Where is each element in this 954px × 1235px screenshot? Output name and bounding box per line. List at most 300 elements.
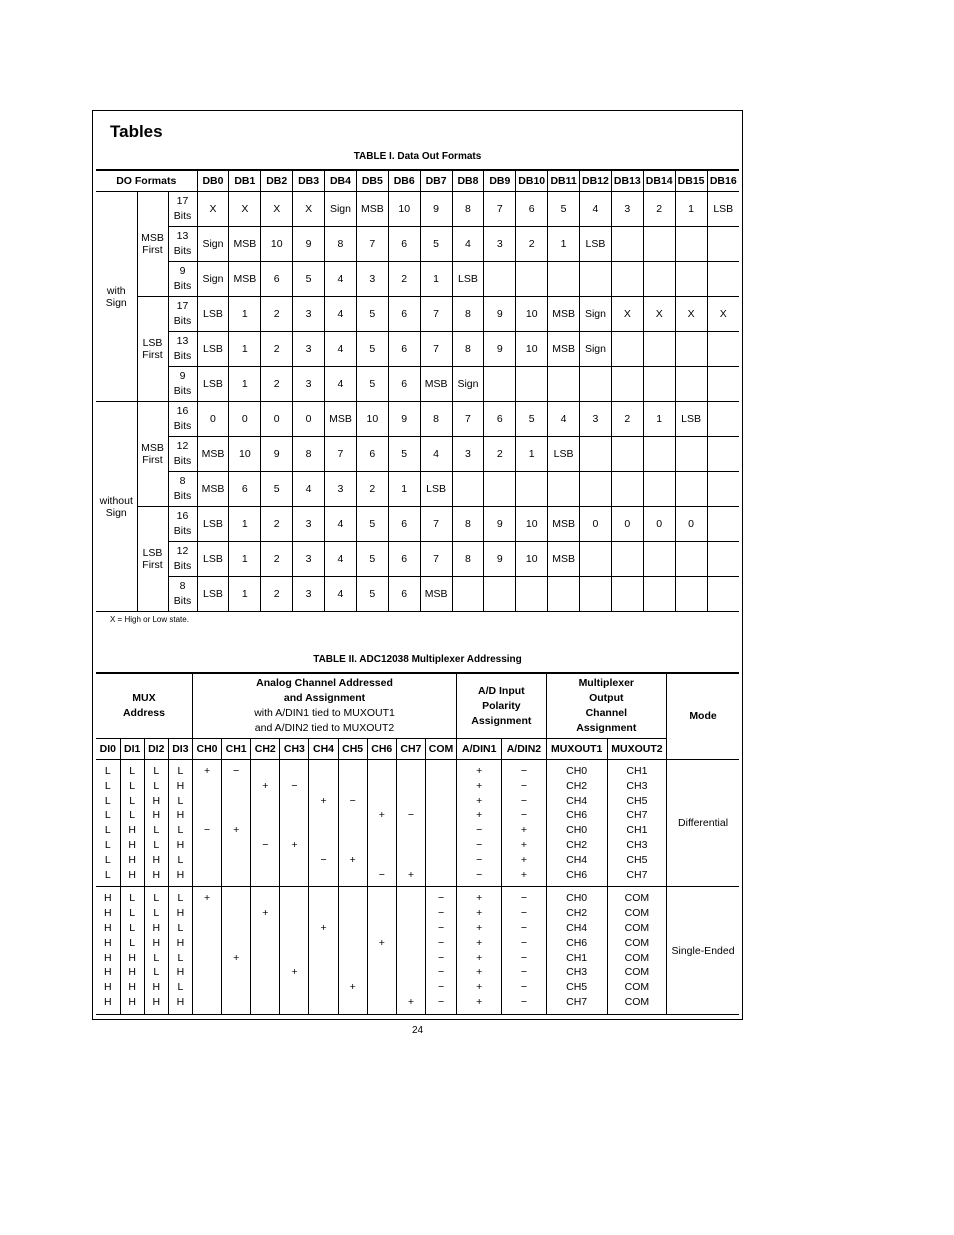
mode-block xyxy=(96,760,739,887)
table-row xyxy=(96,577,739,612)
header-analog-channel: Analog Channel Addressed and Assignment with A/DIN1 tied to MUXOUT1 and A/DIN2 tied to MUXOUT2 xyxy=(192,673,456,739)
table-cell: 10 xyxy=(516,297,548,332)
table-cell xyxy=(251,764,279,779)
table-cell: L xyxy=(104,765,111,777)
table-cell: 9 xyxy=(420,192,452,227)
table-cell: 3 xyxy=(293,332,325,367)
table-cell xyxy=(222,868,250,883)
table-cell xyxy=(193,936,221,951)
table-cell: 5 xyxy=(516,402,548,437)
table-cell: Sign xyxy=(197,227,229,262)
table-cell xyxy=(397,853,425,868)
table-cell xyxy=(222,808,250,823)
table-cell: 10 xyxy=(516,332,548,367)
table-cell: L xyxy=(153,824,160,837)
table-cell xyxy=(251,823,279,838)
table-cell: X xyxy=(675,297,707,332)
col-header: A/DIN1 xyxy=(457,739,502,760)
table-cell xyxy=(193,995,221,1010)
table-cell: 7 xyxy=(484,192,516,227)
table-cell: H xyxy=(128,951,136,964)
table-cell: H xyxy=(128,966,136,979)
table-cell: 2 xyxy=(356,472,388,507)
table-cell: − xyxy=(520,892,527,905)
table-cell: L xyxy=(129,936,136,949)
table-cell: 0 xyxy=(580,507,612,542)
table-cell: MSB xyxy=(197,437,229,472)
table-cell: 8 xyxy=(452,507,484,542)
table-cell: 0 xyxy=(293,402,325,437)
table-cell: LSB xyxy=(197,367,229,402)
table-cell xyxy=(280,995,308,1010)
table-cell: 2 xyxy=(643,192,675,227)
table-cell: 5 xyxy=(548,192,580,227)
table-cell xyxy=(251,808,279,823)
col-header: A/DIN2 xyxy=(502,739,546,760)
table-cell xyxy=(222,921,250,936)
column-cell xyxy=(120,760,144,887)
table-cell: CH6 xyxy=(566,868,588,881)
table-cell: L xyxy=(129,794,136,807)
table-cell: 1 xyxy=(675,192,707,227)
table-cell: + xyxy=(320,794,327,807)
table-cell: 2 xyxy=(261,507,293,542)
table-cell: L xyxy=(129,809,136,822)
table-cell xyxy=(611,227,643,262)
table-cell: LSB xyxy=(580,227,612,262)
table-cell: 7 xyxy=(420,297,452,332)
column-cell xyxy=(222,760,251,887)
table-row xyxy=(96,192,739,227)
table-cell: 9 xyxy=(484,332,516,367)
table-cell: MSB xyxy=(197,472,229,507)
col-header: DI2 xyxy=(144,739,168,760)
table-cell: 4 xyxy=(325,507,357,542)
table-cell xyxy=(251,936,279,951)
table-cell xyxy=(368,921,396,936)
col-header: MUXOUT2 xyxy=(607,739,666,760)
table-cell: CH4 xyxy=(566,853,588,866)
table-cell: L xyxy=(177,921,184,934)
table-cell: 6 xyxy=(484,402,516,437)
col-header: CH3 xyxy=(280,739,309,760)
table-cell: 0 xyxy=(229,402,261,437)
table-cell: 5 xyxy=(356,507,388,542)
table-cell: LSB xyxy=(707,192,739,227)
table-cell xyxy=(251,853,279,868)
table-cell: X xyxy=(261,192,293,227)
table-cell: 6 xyxy=(356,437,388,472)
table-cell: 4 xyxy=(420,437,452,472)
table-cell xyxy=(426,808,456,823)
table-cell xyxy=(397,891,425,906)
table-cell xyxy=(397,823,425,838)
table-cell: MSB xyxy=(548,542,580,577)
order-group-label: MSB First xyxy=(137,402,168,507)
table-cell: 3 xyxy=(293,297,325,332)
sign-group-label: without Sign xyxy=(96,402,137,612)
table-cell: MSB xyxy=(356,192,388,227)
table-cell xyxy=(368,823,396,838)
table-cell: H xyxy=(104,936,112,949)
table-cell: + xyxy=(349,853,356,866)
header-do-formats: DO Formats xyxy=(96,170,197,192)
table-cell xyxy=(675,367,707,402)
table-cell xyxy=(426,868,456,883)
table-cell: CH3 xyxy=(626,838,648,851)
table-cell xyxy=(193,853,221,868)
col-header: DB12 xyxy=(580,170,612,192)
table-cell: − xyxy=(437,966,445,979)
table-cell xyxy=(426,853,456,868)
table-cell: CH6 xyxy=(566,936,588,949)
column-cell xyxy=(309,887,338,1014)
table-cell xyxy=(222,995,250,1010)
table-cell: CH3 xyxy=(566,966,588,979)
column-cell xyxy=(338,887,367,1014)
table-cell: − xyxy=(520,794,527,807)
table-cell: 3 xyxy=(484,227,516,262)
table-cell xyxy=(309,980,337,995)
table-cell xyxy=(707,332,739,367)
table-cell xyxy=(368,853,396,868)
column-cell xyxy=(367,887,396,1014)
table-cell xyxy=(707,472,739,507)
table-cell xyxy=(309,779,337,794)
table-cell xyxy=(280,794,308,809)
column-cell xyxy=(396,887,425,1014)
bits-label: 17 Bits xyxy=(168,192,197,227)
table-cell: CH5 xyxy=(626,853,648,866)
column-cell xyxy=(425,887,456,1014)
table-cell: 4 xyxy=(325,297,357,332)
col-header: DB0 xyxy=(197,170,229,192)
table-cell xyxy=(611,472,643,507)
table-row xyxy=(96,297,739,332)
table-row xyxy=(96,262,739,297)
table-cell xyxy=(222,779,250,794)
table-cell xyxy=(397,965,425,980)
table-cell: − xyxy=(476,868,483,881)
table-cell: − xyxy=(378,868,385,881)
table-cell xyxy=(339,779,367,794)
table-cell xyxy=(309,906,337,921)
table-cell xyxy=(516,367,548,402)
data-out-formats-table xyxy=(96,169,739,612)
table-cell: MSB xyxy=(325,402,357,437)
table-cell: LSB xyxy=(197,297,229,332)
table-cell: 5 xyxy=(356,577,388,612)
table-cell xyxy=(339,995,367,1010)
table-cell: − xyxy=(520,809,527,822)
table-row xyxy=(96,542,739,577)
table-cell: 7 xyxy=(420,507,452,542)
table-cell xyxy=(397,951,425,966)
table-cell xyxy=(643,542,675,577)
table-cell: COM xyxy=(624,907,650,920)
column-cell xyxy=(144,887,168,1014)
table-cell: MSB xyxy=(548,297,580,332)
table-cell: + xyxy=(378,809,385,822)
table-cell: + xyxy=(476,809,483,822)
table-cell: H xyxy=(152,921,161,934)
table-cell: + xyxy=(476,779,483,792)
table-cell: 4 xyxy=(325,262,357,297)
table-cell: − xyxy=(520,966,527,979)
table-cell xyxy=(675,227,707,262)
table-cell xyxy=(675,542,707,577)
col-header: DI0 xyxy=(96,739,120,760)
table-cell: + xyxy=(262,779,269,792)
table-cell: 8 xyxy=(452,542,484,577)
table-cell: − xyxy=(437,921,445,934)
col-header: CH0 xyxy=(192,739,221,760)
table-cell: L xyxy=(177,951,184,964)
table-cell: 3 xyxy=(452,437,484,472)
table-cell: X xyxy=(229,192,261,227)
table-cell xyxy=(280,936,308,951)
col-header: DB6 xyxy=(388,170,420,192)
table-cell: + xyxy=(233,824,240,837)
bits-label: 12 Bits xyxy=(168,437,197,472)
table-cell xyxy=(675,577,707,612)
table-cell xyxy=(339,823,367,838)
mode-label: Differential xyxy=(667,760,739,887)
table-cell: X xyxy=(197,192,229,227)
table-cell xyxy=(548,577,580,612)
table-cell: 6 xyxy=(388,507,420,542)
col-header: DB4 xyxy=(325,170,357,192)
col-header: CH7 xyxy=(396,739,425,760)
table-cell: 8 xyxy=(293,437,325,472)
table-cell: MSB xyxy=(420,367,452,402)
table-cell: + xyxy=(378,936,385,949)
table-cell: L xyxy=(153,838,160,851)
table-cell xyxy=(580,472,612,507)
bits-label: 13 Bits xyxy=(168,332,197,367)
table-cell: CH6 xyxy=(566,809,588,822)
col-header: CH5 xyxy=(338,739,367,760)
table-cell xyxy=(548,367,580,402)
table-cell xyxy=(707,367,739,402)
table-cell: + xyxy=(476,892,483,905)
table-cell: L xyxy=(153,892,160,905)
table-cell xyxy=(251,921,279,936)
column-cell xyxy=(168,887,192,1014)
column-cell xyxy=(457,760,502,887)
table-cell xyxy=(339,936,367,951)
table-cell: L xyxy=(177,824,184,837)
table-cell: 6 xyxy=(388,542,420,577)
table-cell: 2 xyxy=(261,367,293,402)
col-header: DB10 xyxy=(516,170,548,192)
column-cell xyxy=(502,760,546,887)
table-cell xyxy=(339,906,367,921)
table-cell: X xyxy=(293,192,325,227)
col-header: CH2 xyxy=(251,739,280,760)
table-cell: H xyxy=(104,907,112,920)
table-cell: 8 xyxy=(325,227,357,262)
table-cell: 1 xyxy=(229,367,261,402)
table-cell xyxy=(675,262,707,297)
table-cell: 3 xyxy=(356,262,388,297)
table-cell: H xyxy=(176,809,185,822)
table-cell: 0 xyxy=(675,507,707,542)
col-header: COM xyxy=(425,739,456,760)
table-cell xyxy=(280,891,308,906)
column-cell xyxy=(96,887,120,1014)
table-cell xyxy=(675,472,707,507)
table-cell: COM xyxy=(624,892,650,905)
table1-caption: TABLE I. Data Out Formats xyxy=(353,151,482,162)
table-cell xyxy=(707,507,739,542)
table-cell: 2 xyxy=(516,227,548,262)
table-cell: H xyxy=(176,868,185,881)
table-cell xyxy=(339,868,367,883)
sign-group-label: with Sign xyxy=(96,192,137,402)
column-cell xyxy=(607,887,666,1014)
table-cell xyxy=(251,995,279,1010)
table-cell xyxy=(280,906,308,921)
table-cell: Sign xyxy=(197,262,229,297)
table-cell xyxy=(309,823,337,838)
table-cell: H xyxy=(128,981,136,994)
col-header: DB11 xyxy=(548,170,580,192)
header-mux-address: MUX Address xyxy=(96,673,192,739)
table-cell xyxy=(193,980,221,995)
table-row xyxy=(96,402,739,437)
bits-label: 9 Bits xyxy=(168,262,197,297)
table-cell xyxy=(675,437,707,472)
table-cell: 5 xyxy=(261,472,293,507)
table-cell: + xyxy=(233,951,240,964)
table-cell: 2 xyxy=(261,542,293,577)
bits-label: 12 Bits xyxy=(168,542,197,577)
col-header: MUXOUT1 xyxy=(546,739,607,760)
order-group-label: MSB First xyxy=(137,192,168,297)
table-cell: L xyxy=(177,765,184,777)
table-cell xyxy=(368,838,396,853)
order-group-label: LSB First xyxy=(137,507,168,612)
table-cell: 6 xyxy=(388,577,420,612)
table-cell: Sign xyxy=(580,297,612,332)
table-cell: CH5 xyxy=(626,794,648,807)
table-cell: 6 xyxy=(388,332,420,367)
table-cell: 9 xyxy=(261,437,293,472)
col-header: DB8 xyxy=(452,170,484,192)
table-cell: − xyxy=(437,981,445,994)
table-cell xyxy=(707,402,739,437)
table-cell: 1 xyxy=(643,402,675,437)
table-cell: − xyxy=(407,809,414,822)
table-cell xyxy=(280,921,308,936)
col-header: DB15 xyxy=(675,170,707,192)
table-cell xyxy=(707,542,739,577)
table-cell: Sign xyxy=(325,192,357,227)
table-cell: − xyxy=(437,907,445,920)
table-cell xyxy=(222,838,250,853)
table-cell xyxy=(452,472,484,507)
table-cell: 4 xyxy=(452,227,484,262)
table-cell: CH0 xyxy=(566,892,588,905)
table-cell: COM xyxy=(624,981,650,994)
table-cell xyxy=(309,936,337,951)
table-cell xyxy=(397,794,425,809)
bits-label: 8 Bits xyxy=(168,472,197,507)
table-cell xyxy=(707,262,739,297)
table-cell xyxy=(707,577,739,612)
table-cell: L xyxy=(104,868,111,881)
table-cell xyxy=(193,838,221,853)
table-cell xyxy=(397,936,425,951)
table-cell xyxy=(611,367,643,402)
table-cell xyxy=(580,542,612,577)
table-cell: 3 xyxy=(580,402,612,437)
bits-label: 16 Bits xyxy=(168,402,197,437)
table-cell: − xyxy=(476,853,483,866)
table-cell xyxy=(309,868,337,883)
column-cell xyxy=(222,887,251,1014)
table-cell xyxy=(397,906,425,921)
table-cell: CH0 xyxy=(566,824,588,837)
table-cell: 4 xyxy=(580,192,612,227)
table-cell: − xyxy=(437,951,445,964)
table-cell: CH7 xyxy=(566,995,588,1008)
table-cell xyxy=(368,906,396,921)
legend-note: X = High or Low state. xyxy=(110,615,189,624)
column-cell xyxy=(280,887,309,1014)
table-cell xyxy=(368,764,396,779)
table-cell: 4 xyxy=(325,367,357,402)
table-cell: L xyxy=(153,966,160,979)
table-cell xyxy=(516,577,548,612)
table-cell: L xyxy=(129,779,136,792)
table-cell: 8 xyxy=(452,297,484,332)
table-cell: CH3 xyxy=(626,779,648,792)
table-cell xyxy=(397,980,425,995)
bits-label: 8 Bits xyxy=(168,577,197,612)
table-cell: 2 xyxy=(611,402,643,437)
table-cell: 4 xyxy=(325,577,357,612)
table-row xyxy=(96,472,739,507)
table-cell: CH0 xyxy=(566,765,588,777)
table-cell: + xyxy=(349,981,356,994)
table-cell: LSB xyxy=(197,577,229,612)
table-cell xyxy=(193,794,221,809)
table-cell xyxy=(222,936,250,951)
column-cell xyxy=(120,887,144,1014)
table-cell: CH7 xyxy=(626,868,648,881)
table-cell: − xyxy=(520,907,527,920)
col-header: DB1 xyxy=(229,170,261,192)
table-cell: − xyxy=(520,981,527,994)
table-cell xyxy=(193,906,221,921)
table-cell xyxy=(484,262,516,297)
table-cell xyxy=(309,995,337,1010)
table-cell: MSB xyxy=(420,577,452,612)
table-cell: 0 xyxy=(197,402,229,437)
mode-block xyxy=(96,887,739,1014)
column-cell xyxy=(502,887,546,1014)
bits-label: 9 Bits xyxy=(168,367,197,402)
table-cell: + xyxy=(407,995,414,1008)
table-cell: + xyxy=(320,921,327,934)
table-cell xyxy=(426,779,456,794)
table-cell: 3 xyxy=(325,472,357,507)
table-cell: 5 xyxy=(356,542,388,577)
table-cell: 6 xyxy=(388,297,420,332)
table-cell: COM xyxy=(624,951,650,964)
